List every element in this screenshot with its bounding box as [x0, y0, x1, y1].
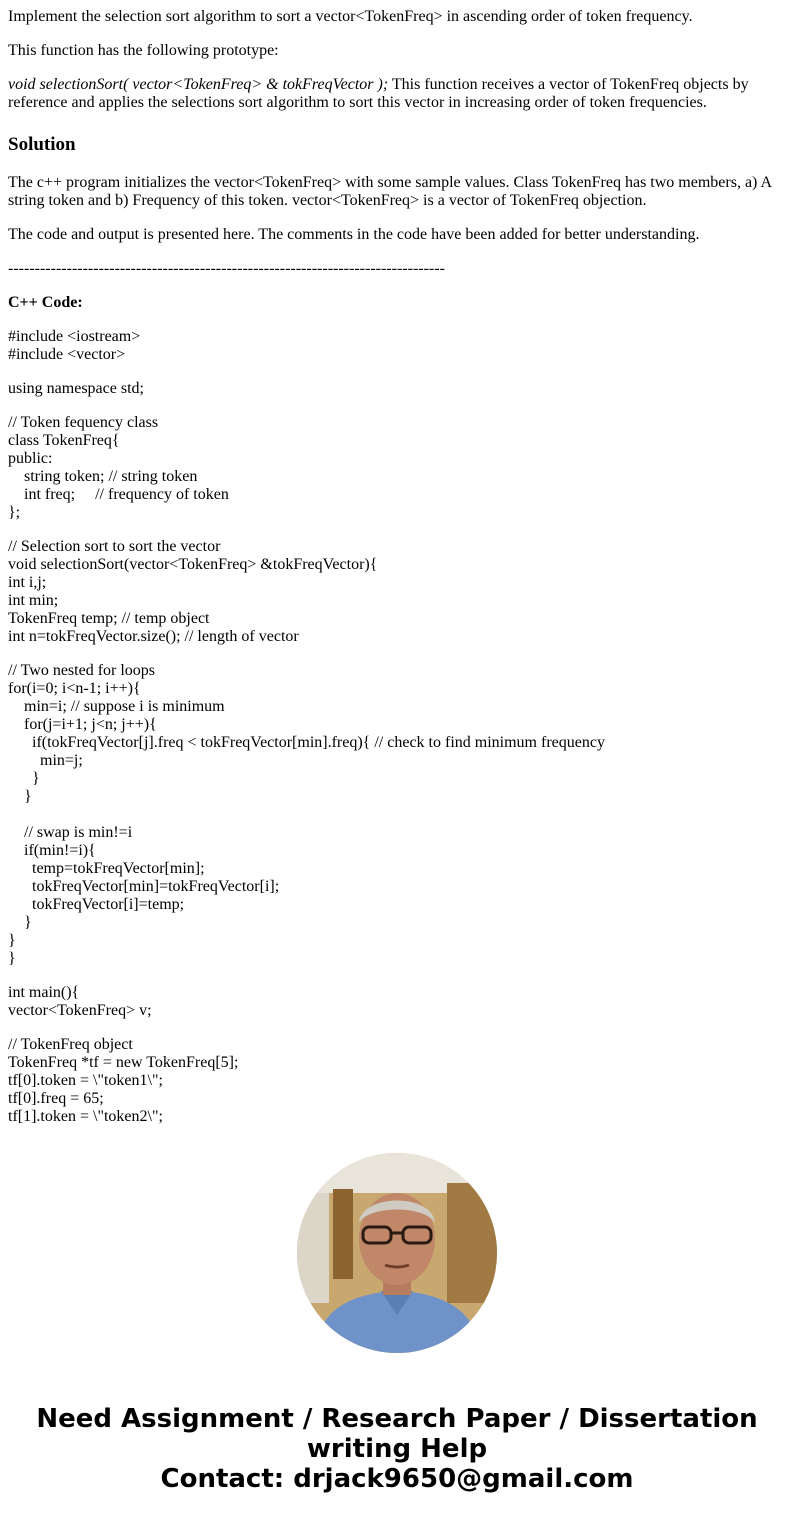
code-line: string token; // string token — [8, 468, 198, 485]
solution-paragraph-2: The code and output is presented here. The comments in the code have been added for better understanding. — [8, 226, 700, 243]
code-block — [8, 414, 786, 522]
code-line: tokFreqVector[i]=temp; — [8, 896, 185, 913]
article — [8, 8, 786, 1142]
code-line: if(tokFreqVector[j].freq < tokFreqVector[min].freq){ // check to find minimum frequency — [8, 734, 605, 751]
code-line: }; — [8, 504, 21, 521]
prototype-intro: This function has the following prototype: — [8, 42, 279, 59]
code-line: // Two nested for loops — [8, 662, 156, 679]
code-line: int main(){ — [8, 984, 80, 1001]
code-line: #include <iostream> — [8, 328, 141, 345]
code-block — [8, 1036, 786, 1126]
code-line: // TokenFreq object — [8, 1036, 133, 1053]
prototype-signature: void selectionSort( vector<TokenFreq> & tokFreqVector ); — [8, 76, 389, 93]
code-line: // Token fequency class — [8, 414, 159, 431]
solution-paragraph-1: The c++ program initializes the vector<TokenFreq> with some sample values. Class TokenFreq has two members, a) A string token and b) Frequency of this token. vector<TokenFreq> is a vector of TokenFreq objection. — [8, 174, 772, 209]
code-line — [8, 806, 786, 824]
code-line: } — [8, 950, 16, 967]
code-listing — [8, 328, 786, 1126]
code-line: tf[1].token = \"token2\"; — [8, 1108, 163, 1125]
code-line: public: — [8, 450, 53, 467]
code-line: #include <vector> — [8, 346, 126, 363]
author-portrait-image — [297, 1153, 497, 1353]
code-block — [8, 984, 786, 1020]
code-line: int freq; // frequency of token — [8, 486, 229, 503]
code-line: // Selection sort to sort the vector — [8, 538, 221, 555]
code-line: // swap is min!=i — [8, 824, 133, 841]
code-line: tokFreqVector[min]=tokFreqVector[i]; — [8, 878, 280, 895]
code-line: TokenFreq *tf = new TokenFreq[5]; — [8, 1054, 239, 1071]
divider-line: ---------------------------------------------------------------------------------- — [8, 260, 445, 277]
promo-banner — [0, 1404, 794, 1494]
author-photo — [297, 1153, 497, 1353]
promo-contact-line: Contact: drjack9650@gmail.com — [160, 1464, 634, 1494]
code-block — [8, 662, 786, 968]
code-line: for(i=0; i<n-1; i++){ — [8, 680, 141, 697]
code-line: min=j; — [8, 752, 83, 769]
code-line: int n=tokFreqVector.size(); // length of vector — [8, 628, 299, 645]
code-line: } — [8, 788, 32, 805]
code-line: if(min!=i){ — [8, 842, 96, 859]
code-line: temp=tokFreqVector[min]; — [8, 860, 205, 877]
code-line: int i,j; — [8, 574, 47, 591]
code-block — [8, 380, 786, 398]
task-text: Implement the selection sort algorithm to sort a vector<TokenFreq> in ascending order of token frequency. — [8, 8, 693, 25]
code-block — [8, 538, 786, 646]
prototype-paragraph — [8, 76, 786, 112]
code-line: TokenFreq temp; // temp object — [8, 610, 210, 627]
prototype-description: This function receives a vector of TokenFreq objects by reference and applies the selections sort algorithm to sort this vector in increasing order of token frequencies. — [8, 76, 749, 111]
code-heading: C++ Code: — [8, 294, 83, 311]
promo-line-2: writing Help — [306, 1434, 488, 1464]
code-line: class TokenFreq{ — [8, 432, 120, 449]
code-line: } — [8, 932, 16, 949]
code-line: for(j=i+1; j<n; j++){ — [8, 716, 157, 733]
code-line: vector<TokenFreq> v; — [8, 1002, 152, 1019]
code-line: min=i; // suppose i is minimum — [8, 698, 225, 715]
code-line: tf[0].token = \"token1\"; — [8, 1072, 163, 1089]
code-block — [8, 328, 786, 364]
code-line: int min; — [8, 592, 59, 609]
code-line: void selectionSort(vector<TokenFreq> &tokFreqVector){ — [8, 556, 378, 573]
code-line: } — [8, 914, 32, 931]
promo-line-1: Need Assignment / Research Paper / Dissertation — [36, 1404, 758, 1434]
code-line: tf[0].freq = 65; — [8, 1090, 104, 1107]
code-line: } — [8, 770, 40, 787]
code-line: using namespace std; — [8, 380, 144, 397]
solution-heading: Solution — [8, 134, 76, 155]
